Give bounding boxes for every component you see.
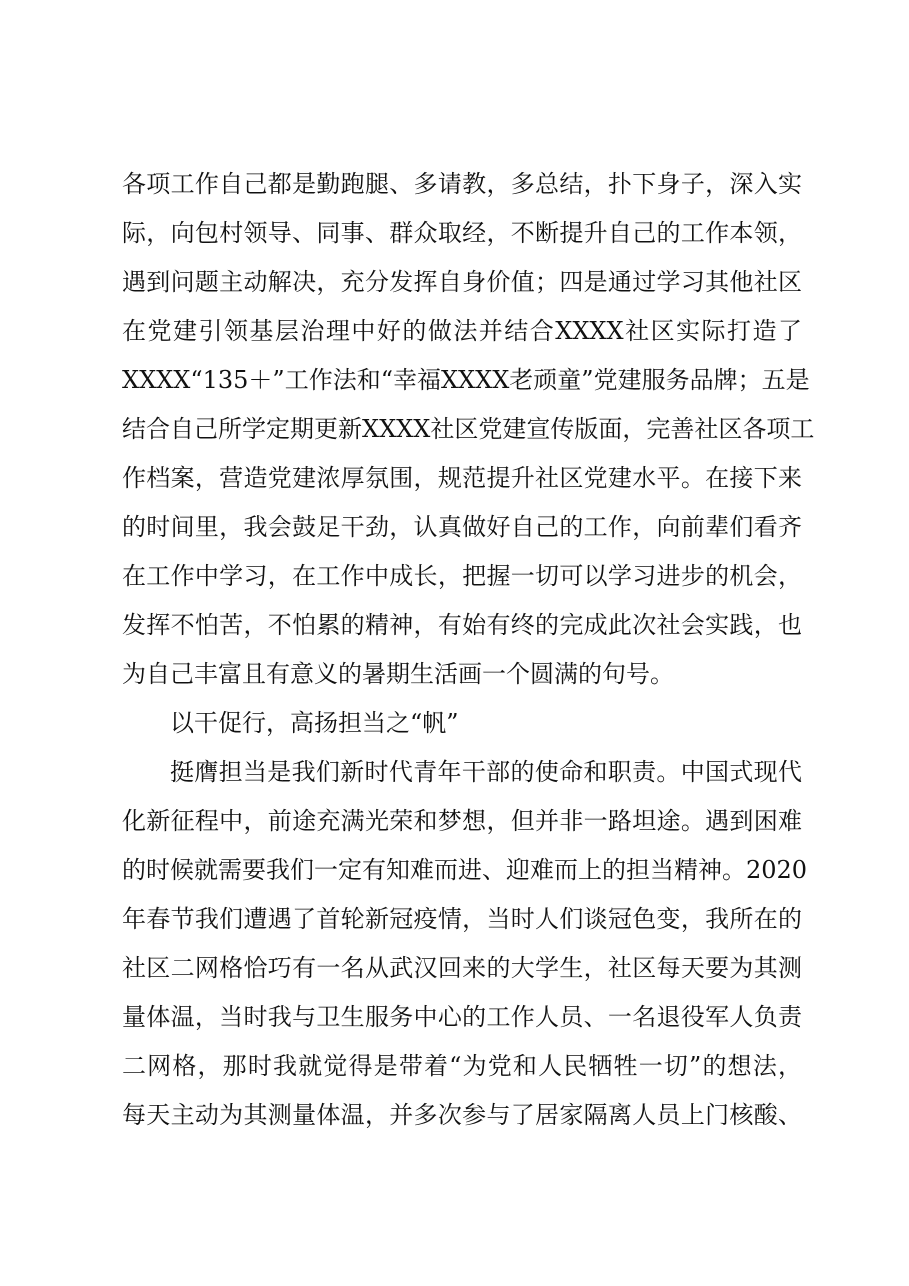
text-line: 发挥不怕苦，不怕累的精神，有始有终的完成此次社会实践，也 [122, 611, 802, 639]
text-line: 二网格，那时我就觉得是带着“为党和人民牺牲一切”的想法， [122, 1052, 802, 1080]
text-line: 挺膺担当是我们新时代青年干部的使命和职责。中国式现代 [170, 758, 802, 786]
text-line: 在党建引领基层治理中好的做法并结合XXXX社区实际打造了 [122, 317, 802, 345]
text-line: 的时候就需要我们一定有知难而进、迎难而上的担当精神。2020 [122, 856, 808, 884]
text-line: 社区二网格恰巧有一名从武汉回来的大学生，社区每天要为其测 [122, 954, 802, 982]
text-line: 遇到问题主动解决，充分发挥自身价值；四是通过学习其他社区 [122, 268, 802, 296]
text-line: 的时间里，我会鼓足干劲，认真做好自己的工作，向前辈们看齐 [122, 513, 802, 541]
text-line: 年春节我们遭遇了首轮新冠疫情，当时人们谈冠色变，我所在的 [122, 905, 802, 933]
text-line: 际，向包村领导、同事、群众取经，不断提升自己的工作本领， [122, 219, 802, 247]
text-line: XXXX“135＋”工作法和“幸福XXXX老顽童”党建服务品牌；五是 [122, 366, 810, 394]
text-line: 在工作中学习，在工作中成长，把握一切可以学习进步的机会， [122, 562, 802, 590]
section-heading: 以干促行，高扬担当之“帆” [170, 709, 459, 737]
text-line: 为自己丰富且有意义的暑期生活画一个圆满的句号。 [122, 660, 674, 688]
text-line: 每天主动为其测量体温，并多次参与了居家隔离人员上门核酸、 [122, 1101, 802, 1129]
text-line: 结合自己所学定期更新XXXX社区党建宣传版面，完善社区各项工 [122, 415, 815, 443]
text-line: 作档案，营造党建浓厚氛围，规范提升社区党建水平。在接下来 [122, 464, 802, 492]
text-line: 各项工作自己都是勤跑腿、多请教，多总结，扑下身子，深入实 [122, 170, 802, 198]
text-line: 化新征程中，前途充满光荣和梦想，但并非一路坦途。遇到困难 [122, 807, 802, 835]
text-line: 量体温，当时我与卫生服务中心的工作人员、一名退役军人负责 [122, 1003, 802, 1031]
